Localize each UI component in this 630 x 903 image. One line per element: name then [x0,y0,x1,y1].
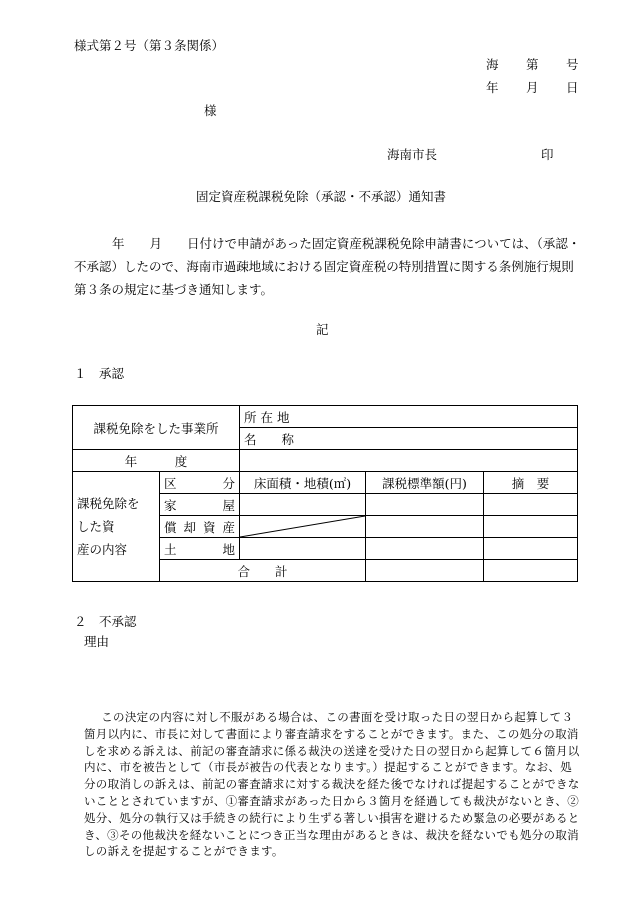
total-label: 合 計 [160,560,366,582]
location-label: 所 在 地 [240,406,578,428]
seal-mark: 印 [541,147,554,162]
cell-land-area [240,538,366,560]
cell-land-memo [484,538,578,560]
document-title: 固定資産税課税免除（承認・不承認）通知書 [196,189,447,204]
section-disapproval-heading: ２ 不承認 [74,614,137,629]
addressee-suffix: 様 [204,103,217,118]
date-month: 月 [526,80,539,95]
row-building: 家 屋 [160,494,240,516]
asset-label: 課税免除を した資 産の内容 [73,472,160,582]
ref-dai: 第 [526,57,539,72]
issue-date [486,80,586,95]
year-label: 年 度 [73,450,240,472]
col-base: 課税標準額(円) [366,472,484,494]
appeal-notice: この決定の内容に対し不服がある場合は、この書面を受け取った日の翌日から起算して３箇月以内に、市長に対して書面により審査請求をすることができます。また、この処分の取消しを求める訴えは、前記の審査請求に係る裁決の送達を受けた日の翌日から起算して６箇月以内に、市を被告として（市長が被告の代表となります。）提起することができます。なお、処分の取消しの訴えは、前記の審査請求に対する裁決を経た後でなければ提起することができないこととされていますが、①審査請求があった日から３箇月を経過しても裁決がないとき、②処分、処分の執行又は手続きの続行により生ずる著しい損害を避けるため緊急の必要があるとき、③その他裁決を経ないことにつき正当な理由があるときは、裁決を経ないでも処分の取消しの訴えを提起することができます。 [84,710,580,859]
col-area: 床面積・地積(㎡) [240,472,366,494]
ki-heading: 記 [316,322,329,337]
col-kubun: 区 分 [160,472,240,494]
ref-go: 号 [566,57,579,72]
cell-depreciable-base [366,516,484,538]
body-paragraph: 年 月 日付けで申請があった固定資産税課税免除申請書については、（承認・不承認）したので、海南市過疎地域における固定資産税の特別措置に関する条例施行規則第３条の規定に基づき通知します。 [74,236,581,297]
cell-land-base [366,538,484,560]
approval-table [72,405,578,582]
section-approval-heading: １ 承認 [74,366,125,381]
row-depreciable: 償却資産 [160,516,240,538]
cell-depreciable-memo [484,516,578,538]
name-label: 名 称 [240,428,578,450]
cell-total-memo [484,560,578,582]
diagonal-slash [240,516,365,537]
date-day: 日 [566,80,579,95]
cell-building-area [240,494,366,516]
row-land: 土 地 [160,538,240,560]
reason-label: 理由 [84,634,110,649]
ref-prefix: 海 [486,57,499,72]
business-label: 課税免除をした事業所 [73,406,240,450]
cell-depreciable-area-slashed [240,516,366,538]
year-value [240,450,578,472]
cell-total-base [366,560,484,582]
reference-number [486,57,586,72]
cell-building-base [366,494,484,516]
form-number: 様式第２号（第３条関係） [74,38,225,53]
date-year: 年 [486,80,499,95]
issuer-name: 海南市長 [387,147,438,162]
col-memo: 摘 要 [484,472,578,494]
cell-building-memo [484,494,578,516]
